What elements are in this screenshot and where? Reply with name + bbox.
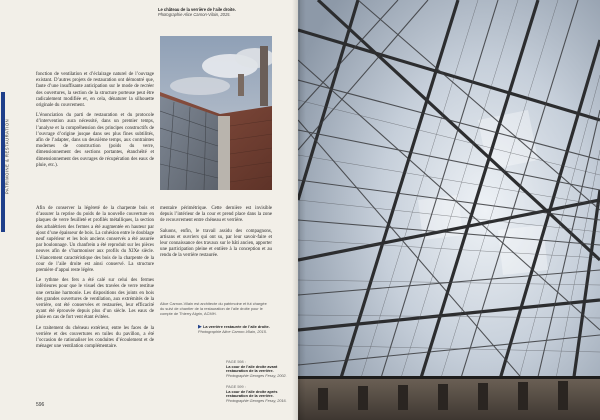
figure-credit: Photographie Georges Fessy, 2002.	[226, 374, 287, 379]
paragraph: Afin de conserver la légèreté de la charpente bois et d’assurer la reprise du poids de la nouvelle couverture en plaques de verre feuilleté et profilés métalliques, la section des arbalétriers des fermes a été augmentée en hauteur par ajout d’une épaisseur de bois. La cohésion entre le doublage neuf supérieur et les bois anciens conservés a été assurée par boulonnage. Un chanfrein a été reproduit sur les pièces neuves afin de s’harmoniser aux profils du XIXe siècle. L’élancement caractéristique des bois de la charpente de la cour de l’aile droite est ainsi conservé. La structure première d’appui reste légère.	[36, 206, 154, 274]
glass-photo-caption	[198, 325, 294, 335]
caption-arrow-icon: ▶	[198, 324, 202, 330]
paragraph: L’énonciation du parti de restauration et du protocole d’intervention aura nécessité, dans un premier temps, l’analyse et la compréhension des principes constructifs de l’ouvrage d’origine jusque dans ses plus fines subtilités, afin de l’adapter, dans un deuxième temps, aux contraintes modernes de construction (poids du verre, dimensionnement des sections portantes, étanchéité et dimensionnement des ouvrages de récupération des eaux de pluie, etc.).	[36, 113, 154, 168]
left-page	[0, 0, 298, 420]
figure-credit: Photographie Georges Fessy, 2016.	[226, 399, 287, 404]
roof-photo-caption	[158, 7, 278, 17]
figure-ref: PAGE 598 :	[226, 360, 246, 364]
figure-caption-after	[226, 385, 294, 404]
paragraph: mentaire périmétrique. Cette dernière est invisible depuis l’intérieur de la cour et prend place dans la zone de recouvrement entre chéneau et verrière.	[160, 206, 272, 224]
paragraph: Saluons, enfin, le travail assidu des compagnons, artisans et ouvriers qui ont su, par leur savoir-faire et leur connaissance des travaux sur le bâti ancien, apporter une participation pleine et entière à la conception et au rendu de la verrière restaurée.	[160, 228, 272, 259]
figure-title: La cour de l’aile droite après restauration de la verrière.	[226, 389, 278, 399]
glass-caption-title: La verrière restaurée de l’aile droite.	[202, 324, 270, 329]
section-side-label	[0, 92, 8, 232]
right-page	[298, 0, 600, 420]
figure-title: La cour de l’aile droite avant restauration de la verrière.	[226, 364, 278, 374]
paragraph: fonction de ventilation et d’éclairage naturel de l’ouvrage existant. D’autres projets de restauration ont démontré que, faute d’une insuffisante anticipation sur le mode de recréer des ouvertures, la section de la structure porteuse peut être radicalement modifiée et, en cela, dénaturer la silhouette originale du couvrement.	[36, 72, 154, 109]
paragraph: Le rythme des fers a été calé sur celui des fermes inférieures pour que le visuel des travées de verre restitue une certaine harmonie. Les dispositions des joints en bois des grandes ouvertures de ventilation, aux extrémités de la verrière, ont été conservées et restaurées, leur efficacité ayant été éprouvée depuis plus d’un siècle. Les eaux de pluie en cas de fort vent étant évitées.	[36, 278, 154, 321]
text-column-left-top	[36, 72, 154, 173]
roof-caption-credit: Photographie Alice Carnon-Vilain, 2015.	[158, 12, 231, 17]
paragraph: Le traitement du chéneau extérieur, entre les faces de la verrière et des couvertures en tuiles du pavillon, a été l’occasion de rationaliser les conduites d’écoulement et de ménager une ventilation complémentaire.	[36, 325, 154, 350]
figure-ref: PAGE 599 :	[226, 385, 246, 389]
roof-photo	[160, 36, 272, 190]
author-note: Alice Carnon-Vilain est architecte du patrimoine et fut chargée du suivi de chantier de la restauration de l’aile droite pour le compte de Thierry Algrin, ACMH.	[160, 301, 267, 316]
page-number: 596	[36, 402, 45, 408]
roof-caption-title: Le château de la verrière de l’aile droite.	[158, 7, 236, 12]
text-column-middle	[160, 206, 272, 264]
text-column-left-bottom	[36, 206, 154, 354]
glass-roof-photo	[298, 0, 600, 420]
figure-caption-before	[226, 360, 294, 379]
glass-caption-credit: Photographie Alice Carnon-Vilain, 2015.	[198, 328, 267, 334]
section-label-text: PATRIMOINE & RESTAURATION	[4, 118, 10, 195]
